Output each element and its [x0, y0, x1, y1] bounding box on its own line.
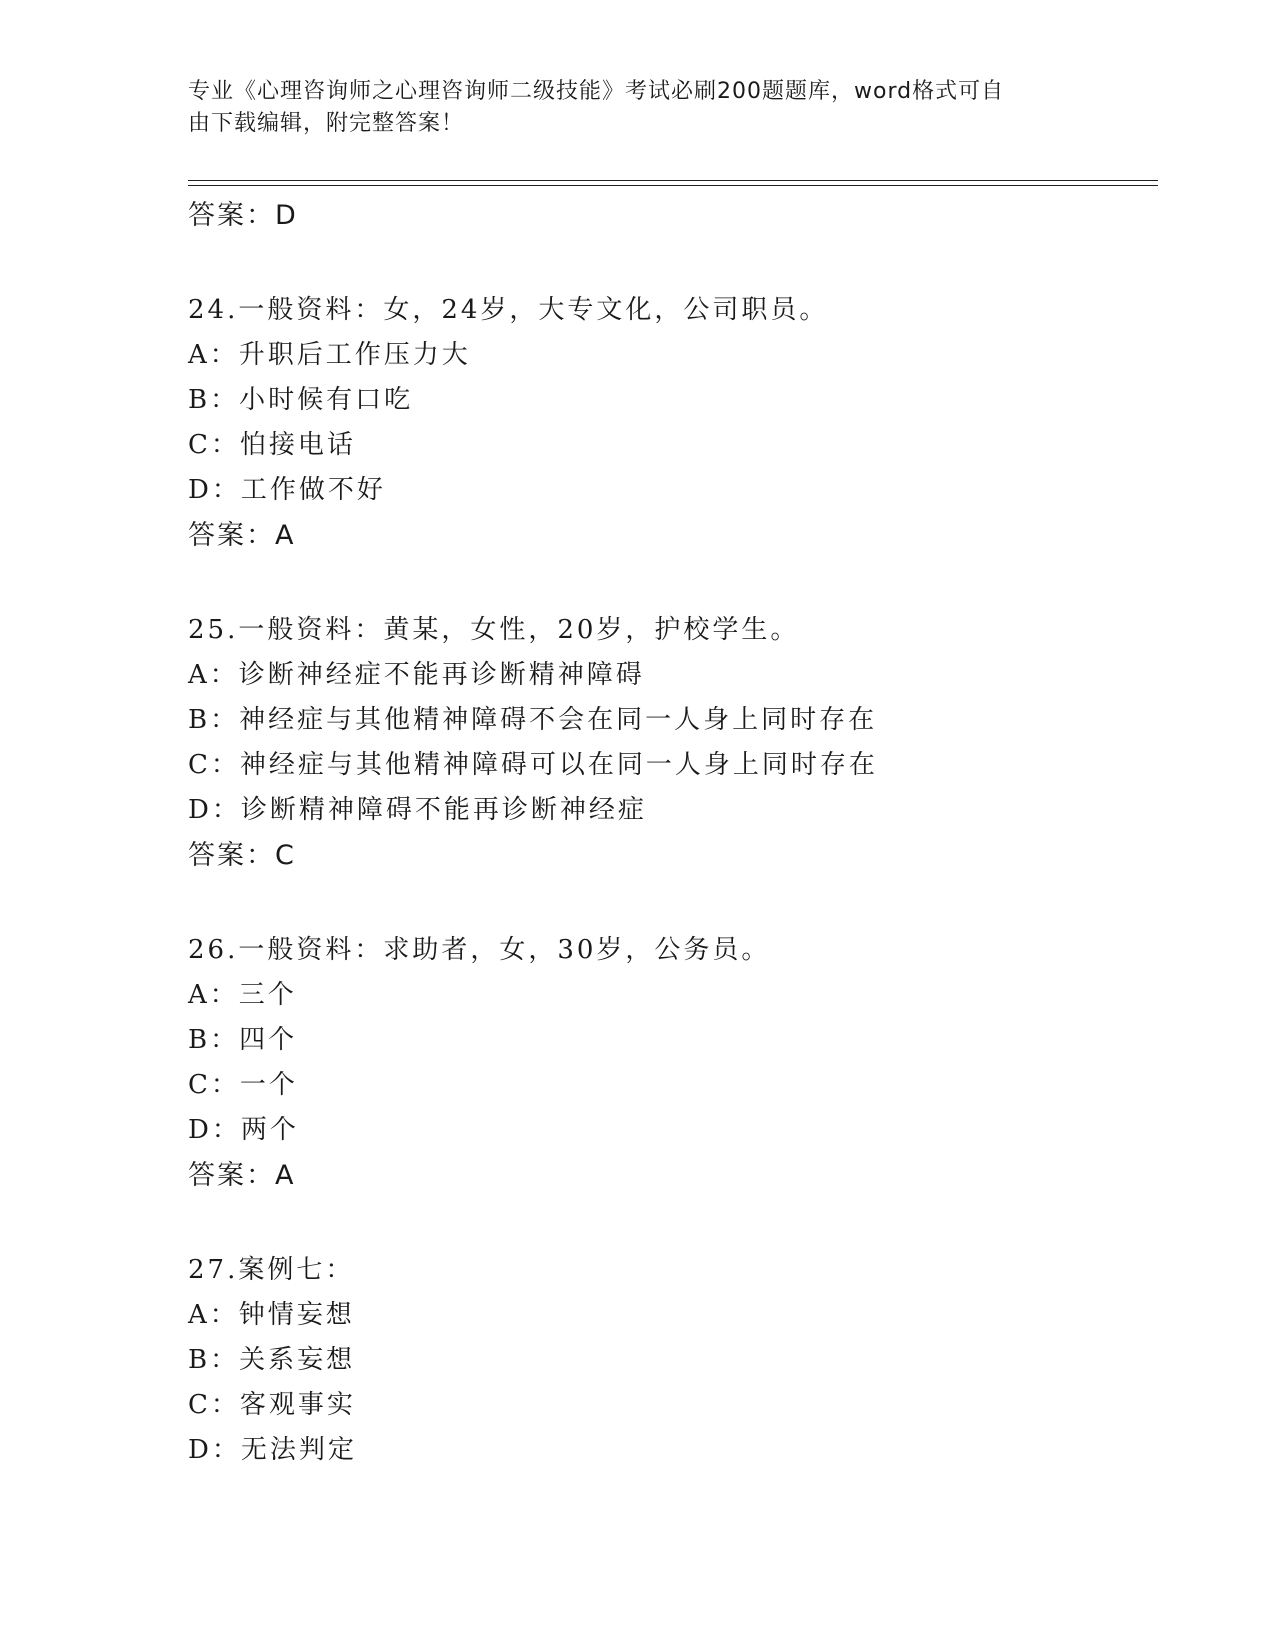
question-list — [188, 193, 1168, 1473]
option-b: B：关系妄想 — [188, 1345, 356, 1375]
header-line-1: 专业《心理咨询师之心理咨询师二级技能》考试必刷200题题库，word格式可自 — [188, 79, 1005, 104]
option-c: C：怕接电话 — [188, 430, 356, 460]
option-c: C：一个 — [188, 1070, 298, 1100]
option-d: D：两个 — [188, 1115, 299, 1145]
option-d: D：无法判定 — [188, 1435, 357, 1465]
question-block — [188, 608, 1168, 878]
option-a: A：升职后工作压力大 — [188, 340, 471, 370]
question-title: 27.案例七： — [188, 1255, 355, 1285]
header-divider-top — [188, 180, 1158, 181]
answer-line: 答案：D — [188, 200, 298, 231]
option-a: A：三个 — [188, 980, 297, 1010]
document-header — [188, 76, 1068, 140]
header-line-2: 由下载编辑，附完整答案！ — [188, 111, 465, 136]
option-b: B：小时候有口吃 — [188, 385, 414, 415]
question-block — [188, 928, 1168, 1198]
answer-line: 答案：C — [188, 840, 296, 871]
header-divider-bottom — [188, 185, 1158, 186]
block-spacer — [188, 558, 1168, 608]
option-b: B：神经症与其他精神障碍不会在同一人身上同时存在 — [188, 705, 878, 735]
option-d: D：工作做不好 — [188, 475, 386, 505]
option-a: A：诊断神经症不能再诊断精神障碍 — [188, 660, 645, 690]
option-d: D：诊断精神障碍不能再诊断神经症 — [188, 795, 647, 825]
answer-line: 答案：A — [188, 520, 296, 551]
option-a: A：钟情妄想 — [188, 1300, 355, 1330]
question-title: 25.一般资料：黄某，女性，20岁，护校学生。 — [188, 615, 800, 645]
question-title: 26.一般资料：求助者，女，30岁，公务员。 — [188, 935, 771, 965]
block-spacer — [188, 1198, 1168, 1248]
question-title: 24.一般资料：女，24岁，大专文化，公司职员。 — [188, 295, 829, 325]
block-spacer — [188, 238, 1168, 288]
option-b: B：四个 — [188, 1025, 298, 1055]
option-c: C：神经症与其他精神障碍可以在同一人身上同时存在 — [188, 750, 878, 780]
answer-line: 答案：A — [188, 1160, 296, 1191]
option-c: C：客观事实 — [188, 1390, 356, 1420]
block-spacer — [188, 878, 1168, 928]
question-block — [188, 1248, 1168, 1473]
question-block — [188, 288, 1168, 558]
